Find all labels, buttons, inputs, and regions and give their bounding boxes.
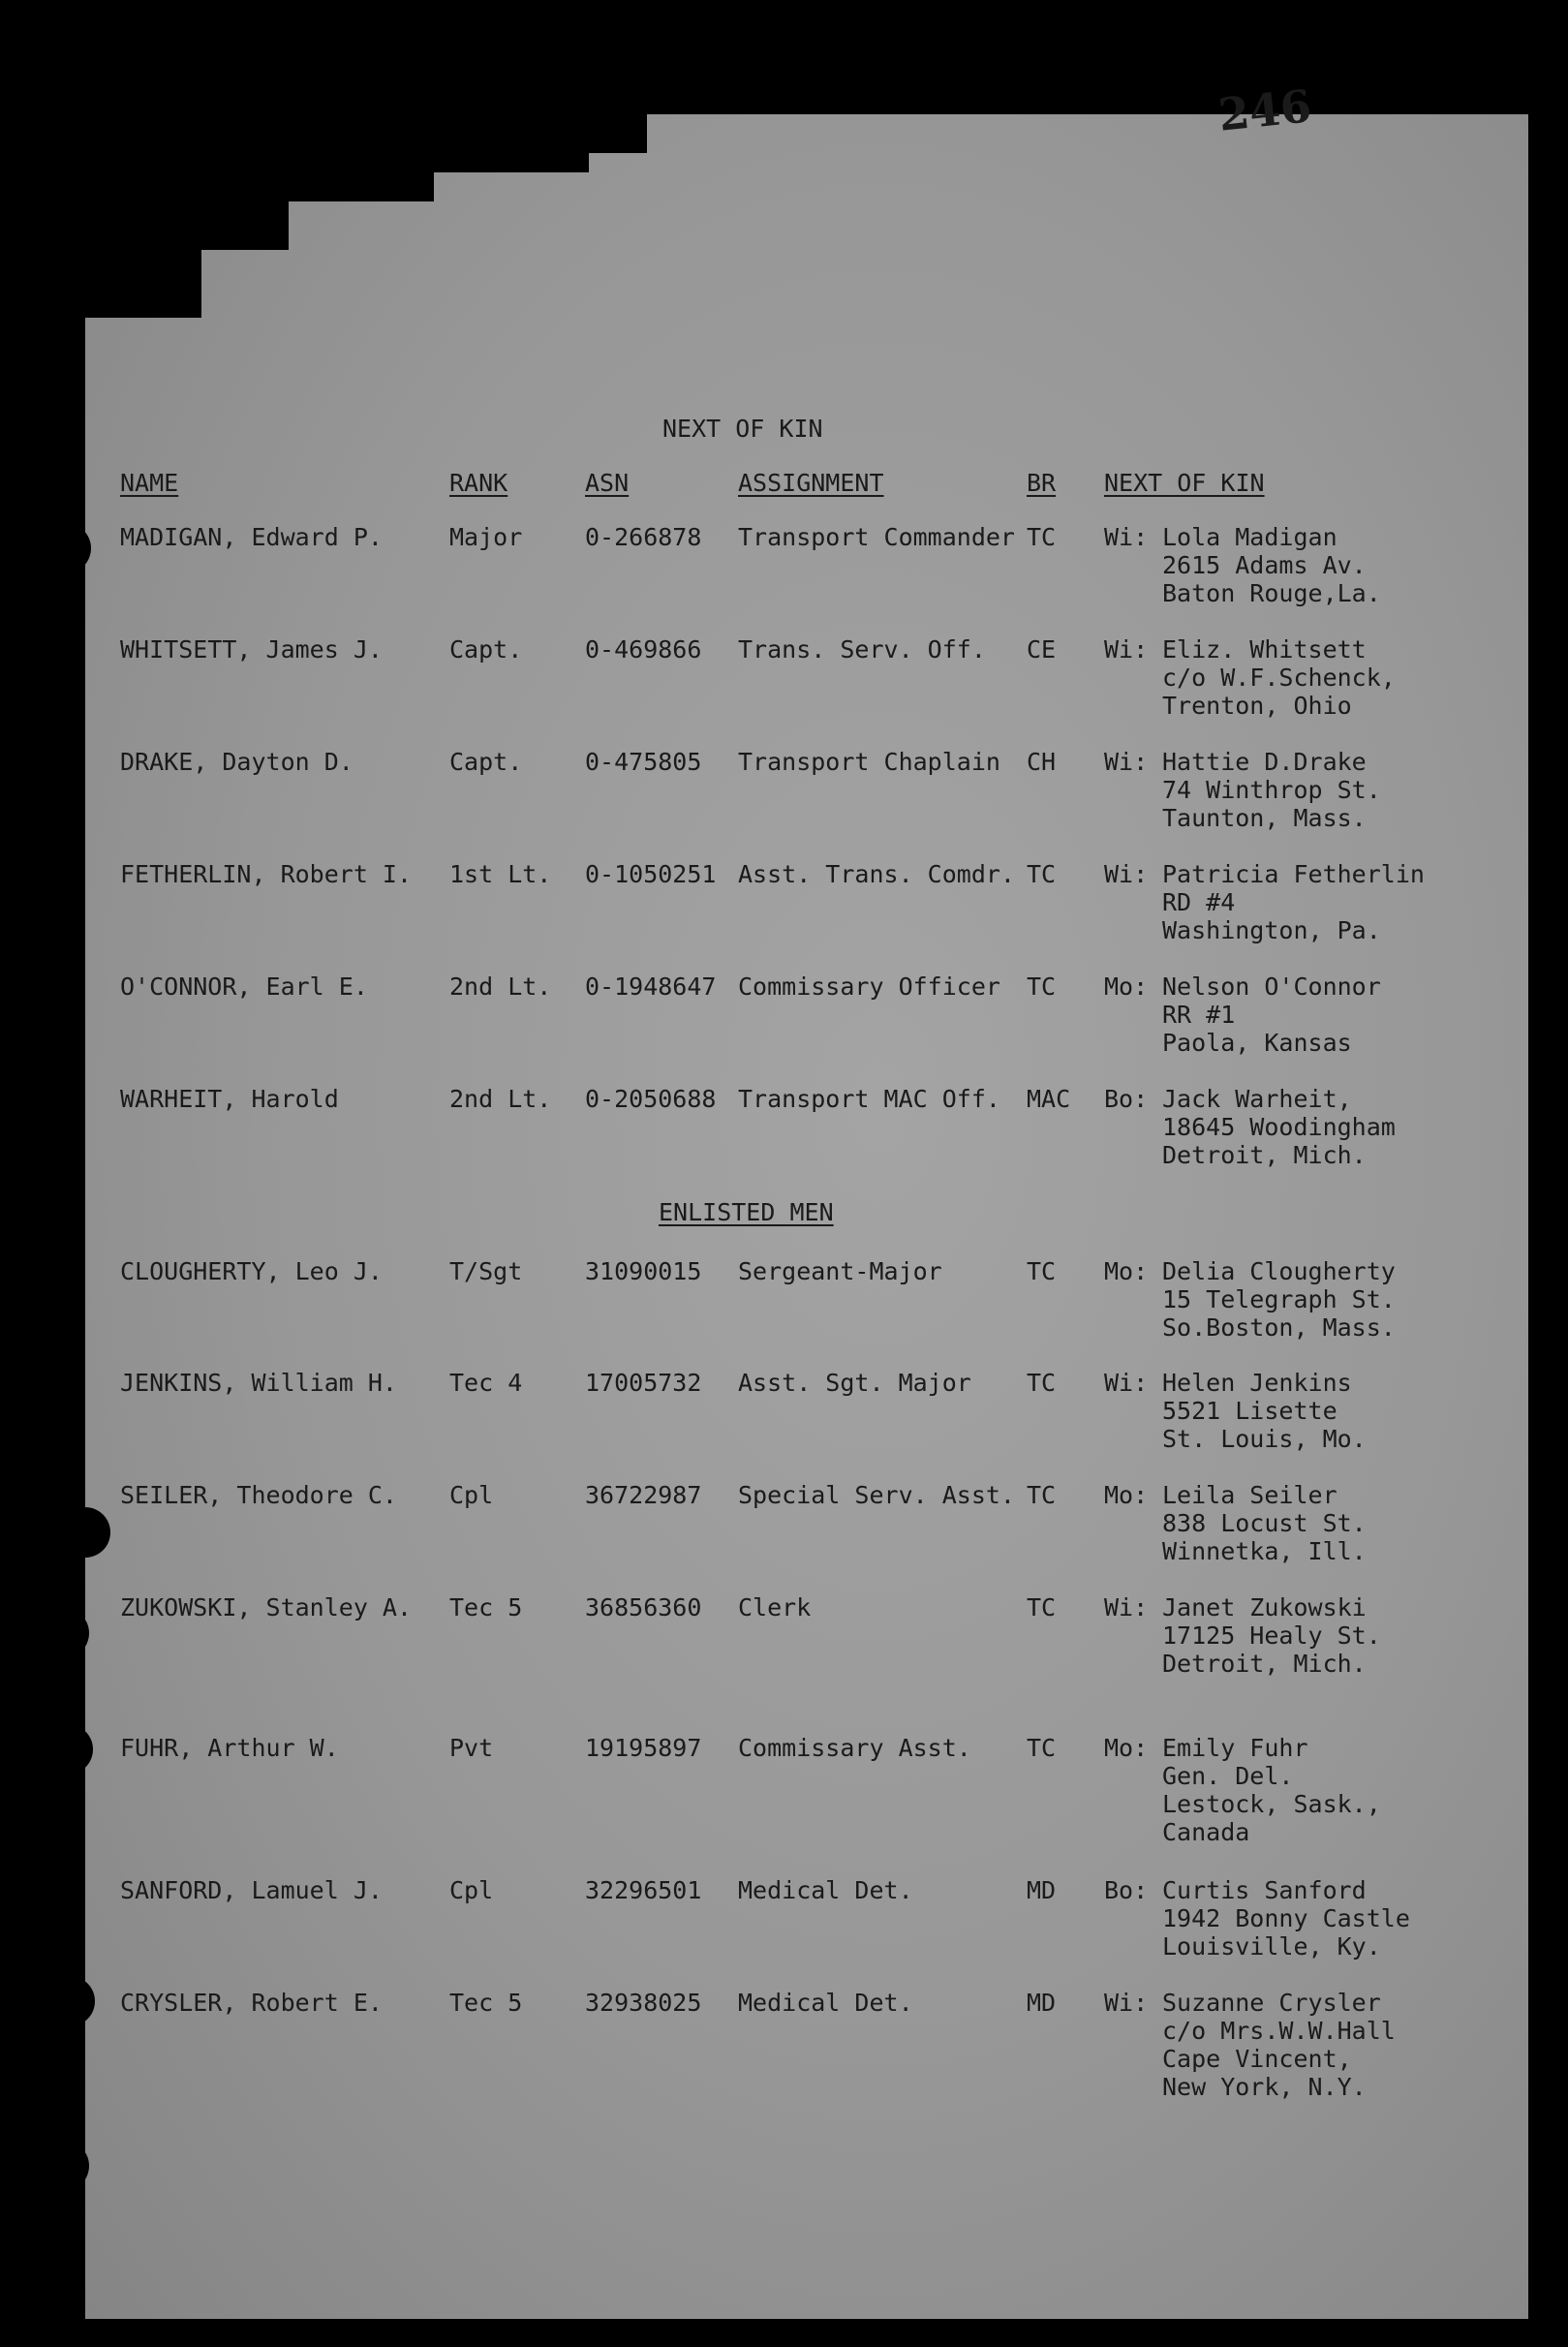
kin-address-line: c/o Mrs.W.W.Hall bbox=[1162, 2017, 1396, 2045]
header-asn: ASN bbox=[585, 469, 630, 497]
kin-relation: Wi: bbox=[1104, 1989, 1149, 2017]
enlisted-heading: ENLISTED MEN bbox=[659, 1198, 834, 1226]
soldier-rank: Capt. bbox=[449, 748, 523, 776]
kin-address-line: 17125 Healy St. bbox=[1162, 1621, 1381, 1650]
kin-address-line: St. Louis, Mo. bbox=[1162, 1425, 1367, 1453]
soldier-branch: TC bbox=[1027, 1369, 1057, 1397]
soldier-rank: Tec 4 bbox=[449, 1369, 523, 1397]
document-title: NEXT OF KIN bbox=[662, 415, 823, 443]
kin-address-line: Nelson O'Connor bbox=[1162, 973, 1381, 1001]
kin-relation: Mo: bbox=[1104, 1734, 1149, 1762]
kin-address-line: Patricia Fetherlin bbox=[1162, 860, 1425, 888]
binder-hole bbox=[39, 1608, 89, 1658]
kin-address-line: Jack Warheit, bbox=[1162, 1085, 1352, 1113]
soldier-assignment: Medical Det. bbox=[738, 1989, 913, 2017]
soldier-name: SANFORD, Lamuel J. bbox=[120, 1876, 383, 1904]
kin-address-line: Paola, Kansas bbox=[1162, 1029, 1352, 1057]
soldier-asn: 0-1050251 bbox=[585, 860, 717, 888]
kin-address-line: 1942 Bonny Castle bbox=[1162, 1904, 1410, 1932]
soldier-name: WARHEIT, Harold bbox=[120, 1085, 339, 1113]
soldier-assignment: Clerk bbox=[738, 1593, 812, 1621]
soldier-name: MADIGAN, Edward P. bbox=[120, 523, 383, 551]
soldier-asn: 19195897 bbox=[585, 1734, 702, 1762]
soldier-branch: MD bbox=[1027, 1876, 1057, 1904]
kin-address-line: Suzanne Crysler bbox=[1162, 1989, 1381, 2017]
soldier-asn: 36722987 bbox=[585, 1481, 702, 1509]
soldier-assignment: Transport MAC Off. bbox=[738, 1085, 1000, 1113]
header-branch: BR bbox=[1027, 469, 1057, 497]
soldier-branch: CH bbox=[1027, 748, 1057, 776]
soldier-rank: 2nd Lt. bbox=[449, 973, 552, 1001]
kin-relation: Wi: bbox=[1104, 1369, 1149, 1397]
kin-address-line: Eliz. Whitsett bbox=[1162, 635, 1367, 664]
kin-relation: Wi: bbox=[1104, 635, 1149, 664]
kin-address-line: Gen. Del. bbox=[1162, 1762, 1294, 1790]
soldier-assignment: Commissary Officer bbox=[738, 973, 1000, 1001]
binder-hole bbox=[83, 203, 134, 254]
soldier-name: WHITSETT, James J. bbox=[120, 635, 383, 664]
soldier-asn: 0-1948647 bbox=[585, 973, 717, 1001]
kin-relation: Mo: bbox=[1104, 973, 1149, 1001]
kin-address-line: Washington, Pa. bbox=[1162, 916, 1381, 944]
soldier-rank: T/Sgt bbox=[449, 1257, 523, 1285]
kin-address-line: Winnetka, Ill. bbox=[1162, 1537, 1367, 1565]
soldier-rank: Cpl bbox=[449, 1876, 494, 1904]
kin-address-line: New York, N.Y. bbox=[1162, 2073, 1367, 2101]
soldier-branch: TC bbox=[1027, 1593, 1057, 1621]
kin-relation: Wi: bbox=[1104, 860, 1149, 888]
soldier-branch: TC bbox=[1027, 523, 1057, 551]
soldier-asn: 0-266878 bbox=[585, 523, 702, 551]
soldier-branch: CE bbox=[1027, 635, 1057, 664]
kin-address-line: Louisville, Ky. bbox=[1162, 1932, 1381, 1961]
soldier-assignment: Asst. Sgt. Major bbox=[738, 1369, 971, 1397]
kin-address-line: Janet Zukowski bbox=[1162, 1593, 1367, 1621]
soldier-assignment: Transport Chaplain bbox=[738, 748, 1000, 776]
soldier-asn: 31090015 bbox=[585, 1257, 702, 1285]
page-number: 246 bbox=[1215, 79, 1314, 141]
soldier-name: FETHERLIN, Robert I. bbox=[120, 860, 413, 888]
soldier-asn: 17005732 bbox=[585, 1369, 702, 1397]
soldier-name: ZUKOWSKI, Stanley A. bbox=[120, 1593, 413, 1621]
kin-address-line: Delia Clougherty bbox=[1162, 1257, 1396, 1285]
kin-address-line: Canada bbox=[1162, 1818, 1250, 1846]
kin-relation: Mo: bbox=[1104, 1257, 1149, 1285]
kin-address-line: Helen Jenkins bbox=[1162, 1369, 1352, 1397]
binder-hole bbox=[41, 523, 91, 573]
kin-address-line: RD #4 bbox=[1162, 888, 1236, 916]
soldier-branch: TC bbox=[1027, 973, 1057, 1001]
soldier-branch: TC bbox=[1027, 1257, 1057, 1285]
header-name: NAME bbox=[120, 469, 179, 497]
binder-hole bbox=[60, 1507, 110, 1558]
soldier-branch: TC bbox=[1027, 1734, 1057, 1762]
kin-relation: Wi: bbox=[1104, 1593, 1149, 1621]
kin-relation: Wi: bbox=[1104, 748, 1149, 776]
soldier-asn: 0-2050688 bbox=[585, 1085, 717, 1113]
document-page bbox=[85, 79, 1528, 2319]
soldier-rank: Capt. bbox=[449, 635, 523, 664]
soldier-assignment: Trans. Serv. Off. bbox=[738, 635, 986, 664]
binder-hole bbox=[45, 1976, 95, 2026]
soldier-assignment: Medical Det. bbox=[738, 1876, 913, 1904]
soldier-rank: Major bbox=[449, 523, 523, 551]
header-rank: RANK bbox=[449, 469, 508, 497]
kin-address-line: Lestock, Sask., bbox=[1162, 1790, 1381, 1818]
kin-address-line: Lola Madigan bbox=[1162, 523, 1337, 551]
kin-address-line: Curtis Sanford bbox=[1162, 1876, 1367, 1904]
kin-address-line: 838 Locust St. bbox=[1162, 1509, 1367, 1537]
soldier-rank: Tec 5 bbox=[449, 1593, 523, 1621]
soldier-name: CRYSLER, Robert E. bbox=[120, 1989, 383, 2017]
torn-edge bbox=[492, 114, 647, 153]
kin-relation: Wi: bbox=[1104, 523, 1149, 551]
soldier-rank: 1st Lt. bbox=[449, 860, 552, 888]
soldier-name: CLOUGHERTY, Leo J. bbox=[120, 1257, 383, 1285]
kin-address-line: Hattie D.Drake bbox=[1162, 748, 1367, 776]
binder-hole bbox=[43, 1724, 93, 1775]
soldier-branch: MD bbox=[1027, 1989, 1057, 2017]
soldier-rank: 2nd Lt. bbox=[449, 1085, 552, 1113]
soldier-rank: Cpl bbox=[449, 1481, 494, 1509]
kin-address-line: 15 Telegraph St. bbox=[1162, 1285, 1396, 1313]
soldier-rank: Pvt bbox=[449, 1734, 494, 1762]
soldier-branch: TC bbox=[1027, 1481, 1057, 1509]
kin-address-line: Leila Seiler bbox=[1162, 1481, 1337, 1509]
kin-address-line: So.Boston, Mass. bbox=[1162, 1313, 1396, 1342]
soldier-branch: TC bbox=[1027, 860, 1057, 888]
kin-address-line: Detroit, Mich. bbox=[1162, 1650, 1367, 1678]
soldier-assignment: Sergeant-Major bbox=[738, 1257, 942, 1285]
soldier-name: FUHR, Arthur W. bbox=[120, 1734, 339, 1762]
soldier-name: JENKINS, William H. bbox=[120, 1369, 397, 1397]
soldier-name: SEILER, Theodore C. bbox=[120, 1481, 397, 1509]
soldier-assignment: Commissary Asst. bbox=[738, 1734, 971, 1762]
kin-address-line: RR #1 bbox=[1162, 1001, 1236, 1029]
kin-address-line: Emily Fuhr bbox=[1162, 1734, 1308, 1762]
soldier-assignment: Asst. Trans. Comdr. bbox=[738, 860, 1015, 888]
header-assignment: ASSIGNMENT bbox=[738, 469, 884, 497]
torn-edge bbox=[260, 114, 434, 201]
soldier-asn: 0-475805 bbox=[585, 748, 702, 776]
kin-address-line: 5521 Lisette bbox=[1162, 1397, 1337, 1425]
soldier-asn: 0-469866 bbox=[585, 635, 702, 664]
soldier-branch: MAC bbox=[1027, 1085, 1071, 1113]
kin-address-line: Baton Rouge,La. bbox=[1162, 579, 1381, 607]
kin-address-line: 74 Winthrop St. bbox=[1162, 776, 1381, 804]
kin-address-line: 18645 Woodingham bbox=[1162, 1113, 1396, 1141]
kin-address-line: Taunton, Mass. bbox=[1162, 804, 1367, 832]
soldier-assignment: Transport Commander bbox=[738, 523, 1015, 551]
soldier-asn: 36856360 bbox=[585, 1593, 702, 1621]
soldier-assignment: Special Serv. Asst. bbox=[738, 1481, 1015, 1509]
binder-hole bbox=[39, 2141, 89, 2191]
soldier-asn: 32938025 bbox=[585, 1989, 702, 2017]
soldier-name: DRAKE, Dayton D. bbox=[120, 748, 354, 776]
kin-address-line: c/o W.F.Schenck, bbox=[1162, 664, 1396, 692]
kin-relation: Bo: bbox=[1104, 1876, 1149, 1904]
soldier-asn: 32296501 bbox=[585, 1876, 702, 1904]
kin-address-line: 2615 Adams Av. bbox=[1162, 551, 1367, 579]
header-next-of-kin: NEXT OF KIN bbox=[1104, 469, 1265, 497]
kin-relation: Bo: bbox=[1104, 1085, 1149, 1113]
soldier-name: O'CONNOR, Earl E. bbox=[120, 973, 368, 1001]
kin-address-line: Trenton, Ohio bbox=[1162, 692, 1352, 720]
kin-relation: Mo: bbox=[1104, 1481, 1149, 1509]
soldier-rank: Tec 5 bbox=[449, 1989, 523, 2017]
kin-address-line: Detroit, Mich. bbox=[1162, 1141, 1367, 1169]
kin-address-line: Cape Vincent, bbox=[1162, 2045, 1352, 2073]
